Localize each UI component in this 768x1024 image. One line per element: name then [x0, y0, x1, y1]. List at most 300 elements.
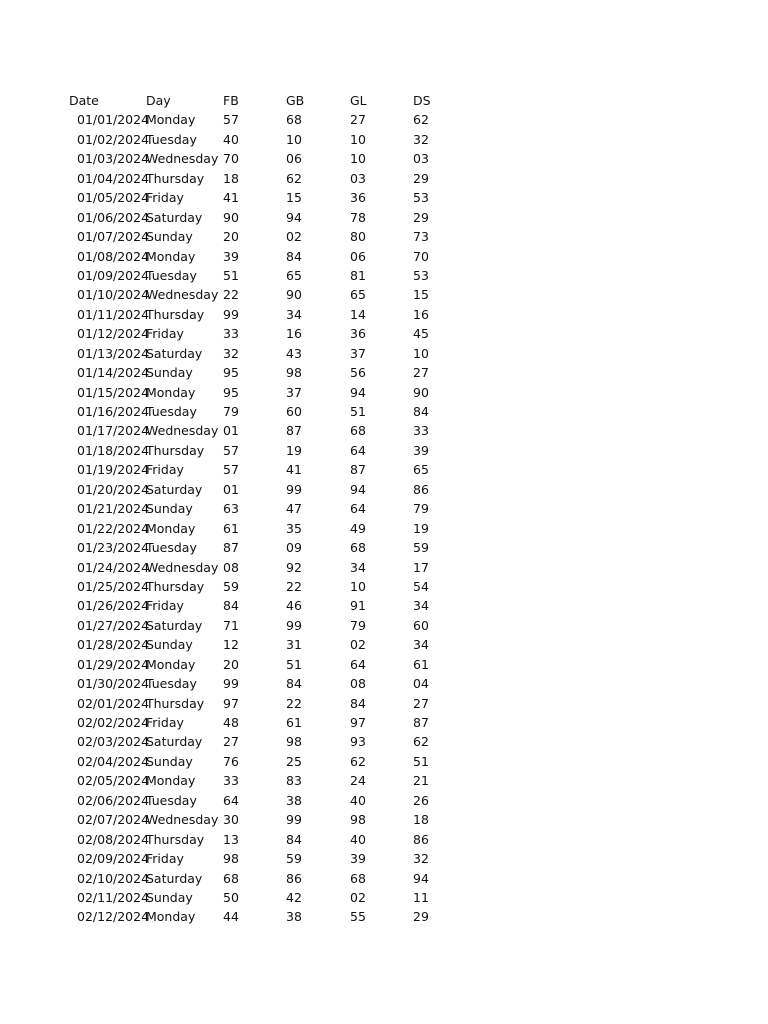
table-row — [0, 577, 768, 596]
date-cell: 02/07/2024 — [77, 812, 150, 828]
date-cell: 02/11/2024 — [77, 889, 150, 905]
ds-cell: 84 — [413, 404, 429, 419]
ds-cell: 27 — [413, 695, 429, 711]
header-gl: GL — [350, 93, 367, 108]
table-row — [0, 149, 768, 168]
table-row — [0, 305, 768, 324]
ds-cell: 27 — [413, 365, 429, 381]
gb-cell: 19 — [286, 442, 302, 458]
gl-cell: 14 — [350, 306, 366, 322]
fb-cell: 59 — [223, 578, 239, 594]
date-cell: 01/26/2024 — [77, 598, 150, 614]
gb-cell: 61 — [286, 715, 302, 730]
date-cell: 01/21/2024 — [77, 501, 150, 517]
ds-cell: 54 — [413, 578, 429, 594]
fb-cell: 76 — [223, 753, 239, 769]
fb-cell: 98 — [223, 851, 239, 867]
day-cell: Sunday — [146, 365, 193, 381]
gb-cell: 84 — [286, 831, 302, 847]
date-cell: 01/10/2024 — [77, 287, 150, 303]
fb-cell: 57 — [223, 112, 239, 128]
fb-cell: 27 — [223, 734, 239, 750]
ds-cell: 10 — [413, 345, 429, 361]
date-cell: 01/13/2024 — [77, 345, 150, 361]
table-row — [0, 324, 768, 343]
day-cell: Wednesday — [146, 812, 219, 828]
gb-cell: 43 — [286, 345, 302, 361]
table-row — [0, 344, 768, 363]
table-row — [0, 169, 768, 188]
date-cell: 01/17/2024 — [77, 423, 150, 439]
day-cell: Friday — [146, 598, 184, 614]
gb-cell: 34 — [286, 306, 302, 322]
gb-cell: 31 — [286, 637, 302, 653]
table-row — [0, 713, 768, 732]
gb-cell: 92 — [286, 559, 302, 575]
table-row — [0, 635, 768, 654]
table-row — [0, 383, 768, 402]
ds-cell: 86 — [413, 831, 429, 847]
ds-cell: 32 — [413, 851, 429, 867]
ds-cell: 11 — [413, 889, 429, 905]
gb-cell: 46 — [286, 598, 302, 614]
gb-cell: 87 — [286, 423, 302, 439]
ds-cell: 65 — [413, 462, 429, 478]
day-cell: Sunday — [146, 889, 193, 905]
ds-cell: 53 — [413, 267, 429, 283]
date-cell: 02/03/2024 — [77, 734, 150, 750]
fb-cell: 01 — [223, 481, 239, 497]
table-row — [0, 849, 768, 868]
gl-cell: 40 — [350, 792, 366, 808]
day-cell: Thursday — [146, 306, 205, 322]
gb-cell: 15 — [286, 190, 302, 206]
day-cell: Sunday — [146, 753, 193, 769]
gl-cell: 39 — [350, 851, 366, 867]
gl-cell: 87 — [350, 462, 366, 478]
table-row — [0, 771, 768, 790]
ds-cell: 29 — [413, 209, 429, 225]
ds-cell: 94 — [413, 870, 429, 886]
day-cell: Thursday — [146, 831, 205, 847]
fb-cell: 41 — [223, 190, 239, 206]
table-row — [0, 499, 768, 518]
day-cell: Friday — [146, 715, 184, 730]
gb-cell: 59 — [286, 851, 302, 867]
header-date: Date — [69, 93, 99, 108]
table-row — [0, 441, 768, 460]
gb-cell: 10 — [286, 131, 302, 147]
ds-cell: 04 — [413, 676, 429, 692]
table-row — [0, 694, 768, 713]
day-cell: Saturday — [146, 209, 203, 225]
date-cell: 01/02/2024 — [77, 131, 150, 147]
fb-cell: 51 — [223, 267, 239, 283]
ds-cell: 21 — [413, 773, 429, 789]
date-cell: 01/20/2024 — [77, 481, 150, 497]
gl-cell: 94 — [350, 384, 366, 400]
date-cell: 01/18/2024 — [77, 442, 150, 458]
gl-cell: 68 — [350, 870, 366, 886]
fb-cell: 30 — [223, 812, 239, 828]
ds-cell: 33 — [413, 423, 429, 439]
fb-cell: 39 — [223, 248, 239, 264]
gl-cell: 06 — [350, 248, 366, 264]
gl-cell: 98 — [350, 812, 366, 828]
table-row — [0, 208, 768, 227]
fb-cell: 79 — [223, 404, 239, 419]
day-cell: Friday — [146, 851, 184, 867]
gb-cell: 99 — [286, 617, 302, 633]
gl-cell: 64 — [350, 656, 366, 672]
gl-cell: 51 — [350, 404, 366, 419]
ds-cell: 39 — [413, 442, 429, 458]
date-cell: 02/10/2024 — [77, 870, 150, 886]
table-row — [0, 869, 768, 888]
gb-cell: 83 — [286, 773, 302, 789]
date-cell: 01/04/2024 — [77, 170, 150, 186]
date-cell: 01/08/2024 — [77, 248, 150, 264]
fb-cell: 84 — [223, 598, 239, 614]
gb-cell: 99 — [286, 481, 302, 497]
gb-cell: 94 — [286, 209, 302, 225]
ds-cell: 16 — [413, 306, 429, 322]
gb-cell: 51 — [286, 656, 302, 672]
day-cell: Monday — [146, 520, 196, 536]
table-row — [0, 285, 768, 304]
table-row — [0, 130, 768, 149]
table-row — [0, 674, 768, 693]
day-cell: Friday — [146, 462, 184, 478]
gb-cell: 25 — [286, 753, 302, 769]
gl-cell: 49 — [350, 520, 366, 536]
day-cell: Sunday — [146, 501, 193, 517]
fb-cell: 18 — [223, 170, 239, 186]
gl-cell: 94 — [350, 481, 366, 497]
date-cell: 01/15/2024 — [77, 384, 150, 400]
gb-cell: 16 — [286, 326, 302, 342]
header-ds: DS — [413, 93, 431, 108]
table-row — [0, 421, 768, 440]
gb-cell: 37 — [286, 384, 302, 400]
gl-cell: 37 — [350, 345, 366, 361]
ds-cell: 62 — [413, 734, 429, 750]
gl-cell: 65 — [350, 287, 366, 303]
ds-cell: 19 — [413, 520, 429, 536]
ds-cell: 18 — [413, 812, 429, 828]
date-cell: 01/22/2024 — [77, 520, 150, 536]
gb-cell: 98 — [286, 365, 302, 381]
ds-cell: 29 — [413, 909, 429, 925]
ds-cell: 59 — [413, 540, 429, 556]
table-row — [0, 460, 768, 479]
gb-cell: 65 — [286, 267, 302, 283]
table-row — [0, 480, 768, 499]
day-cell: Sunday — [146, 637, 193, 653]
day-cell: Sunday — [146, 229, 193, 245]
gb-cell: 84 — [286, 248, 302, 264]
gb-cell: 62 — [286, 170, 302, 186]
table-row — [0, 110, 768, 129]
table-row — [0, 732, 768, 751]
fb-cell: 08 — [223, 559, 239, 575]
table-row — [0, 519, 768, 538]
table-row — [0, 791, 768, 810]
gl-cell: 64 — [350, 501, 366, 517]
fb-cell: 40 — [223, 131, 239, 147]
table-row — [0, 363, 768, 382]
date-cell: 02/08/2024 — [77, 831, 150, 847]
table-row — [0, 402, 768, 421]
gl-cell: 91 — [350, 598, 366, 614]
fb-cell: 97 — [223, 695, 239, 711]
fb-cell: 32 — [223, 345, 239, 361]
gb-cell: 38 — [286, 909, 302, 925]
day-cell: Wednesday — [146, 559, 219, 575]
date-cell: 01/14/2024 — [77, 365, 150, 381]
gb-cell: 99 — [286, 812, 302, 828]
day-cell: Thursday — [146, 695, 205, 711]
date-cell: 01/23/2024 — [77, 540, 150, 556]
fb-cell: 20 — [223, 656, 239, 672]
fb-cell: 70 — [223, 151, 239, 167]
table-row — [0, 227, 768, 246]
day-cell: Tuesday — [146, 404, 197, 419]
table-row — [0, 558, 768, 577]
fb-cell: 33 — [223, 773, 239, 789]
date-cell: 01/07/2024 — [77, 229, 150, 245]
gl-cell: 40 — [350, 831, 366, 847]
table-row — [0, 188, 768, 207]
ds-cell: 17 — [413, 559, 429, 575]
date-cell: 01/28/2024 — [77, 637, 150, 653]
date-cell: 02/01/2024 — [77, 695, 150, 711]
gl-cell: 68 — [350, 423, 366, 439]
ds-cell: 70 — [413, 248, 429, 264]
gl-cell: 84 — [350, 695, 366, 711]
fb-cell: 20 — [223, 229, 239, 245]
date-cell: 01/05/2024 — [77, 190, 150, 206]
day-cell: Tuesday — [146, 676, 197, 692]
gl-cell: 78 — [350, 209, 366, 225]
ds-cell: 51 — [413, 753, 429, 769]
table-row — [0, 752, 768, 771]
ds-cell: 15 — [413, 287, 429, 303]
day-cell: Monday — [146, 248, 196, 264]
day-cell: Friday — [146, 190, 184, 206]
table-row — [0, 538, 768, 557]
ds-cell: 26 — [413, 792, 429, 808]
ds-cell: 34 — [413, 637, 429, 653]
table-row — [0, 247, 768, 266]
day-cell: Wednesday — [146, 287, 219, 303]
ds-cell: 79 — [413, 501, 429, 517]
date-cell: 01/09/2024 — [77, 267, 150, 283]
table-row — [0, 830, 768, 849]
table-row — [0, 888, 768, 907]
fb-cell: 90 — [223, 209, 239, 225]
date-cell: 01/06/2024 — [77, 209, 150, 225]
ds-cell: 53 — [413, 190, 429, 206]
ds-cell: 61 — [413, 656, 429, 672]
data-table — [0, 91, 768, 927]
fb-cell: 57 — [223, 462, 239, 478]
ds-cell: 90 — [413, 384, 429, 400]
day-cell: Monday — [146, 909, 196, 925]
table-row — [0, 810, 768, 829]
gb-cell: 22 — [286, 695, 302, 711]
day-cell: Tuesday — [146, 792, 197, 808]
table-row — [0, 655, 768, 674]
date-cell: 02/04/2024 — [77, 753, 150, 769]
day-cell: Thursday — [146, 578, 205, 594]
ds-cell: 45 — [413, 326, 429, 342]
ds-cell: 29 — [413, 170, 429, 186]
date-cell: 02/02/2024 — [77, 715, 150, 730]
gl-cell: 80 — [350, 229, 366, 245]
gb-cell: 06 — [286, 151, 302, 167]
day-cell: Saturday — [146, 345, 203, 361]
gl-cell: 03 — [350, 170, 366, 186]
gb-cell: 09 — [286, 540, 302, 556]
gl-cell: 93 — [350, 734, 366, 750]
header-fb: FB — [223, 93, 239, 108]
gl-cell: 81 — [350, 267, 366, 283]
gl-cell: 10 — [350, 151, 366, 167]
fb-cell: 99 — [223, 306, 239, 322]
fb-cell: 61 — [223, 520, 239, 536]
date-cell: 01/16/2024 — [77, 404, 150, 419]
date-cell: 01/24/2024 — [77, 559, 150, 575]
fb-cell: 95 — [223, 384, 239, 400]
date-cell: 02/12/2024 — [77, 909, 150, 925]
day-cell: Saturday — [146, 870, 203, 886]
day-cell: Saturday — [146, 481, 203, 497]
ds-cell: 32 — [413, 131, 429, 147]
gb-cell: 68 — [286, 112, 302, 128]
ds-cell: 87 — [413, 715, 429, 730]
gl-cell: 34 — [350, 559, 366, 575]
day-cell: Monday — [146, 384, 196, 400]
gb-cell: 90 — [286, 287, 302, 303]
date-cell: 01/19/2024 — [77, 462, 150, 478]
day-cell: Wednesday — [146, 423, 219, 439]
gb-cell: 35 — [286, 520, 302, 536]
fb-cell: 44 — [223, 909, 239, 925]
date-cell: 01/30/2024 — [77, 676, 150, 692]
gl-cell: 36 — [350, 190, 366, 206]
date-cell: 01/27/2024 — [77, 617, 150, 633]
fb-cell: 64 — [223, 792, 239, 808]
date-cell: 02/05/2024 — [77, 773, 150, 789]
fb-cell: 13 — [223, 831, 239, 847]
day-cell: Saturday — [146, 617, 203, 633]
gb-cell: 60 — [286, 404, 302, 419]
fb-cell: 87 — [223, 540, 239, 556]
ds-cell: 34 — [413, 598, 429, 614]
gb-cell: 84 — [286, 676, 302, 692]
fb-cell: 48 — [223, 715, 239, 730]
day-cell: Thursday — [146, 170, 205, 186]
date-cell: 01/03/2024 — [77, 151, 150, 167]
gl-cell: 10 — [350, 131, 366, 147]
table-row — [0, 616, 768, 635]
header-row — [0, 91, 768, 110]
gb-cell: 86 — [286, 870, 302, 886]
gb-cell: 22 — [286, 578, 302, 594]
fb-cell: 12 — [223, 637, 239, 653]
header-day: Day — [146, 93, 171, 108]
gb-cell: 41 — [286, 462, 302, 478]
gl-cell: 55 — [350, 909, 366, 925]
fb-cell: 71 — [223, 617, 239, 633]
table-row — [0, 907, 768, 926]
fb-cell: 68 — [223, 870, 239, 886]
day-cell: Tuesday — [146, 540, 197, 556]
fb-cell: 33 — [223, 326, 239, 342]
table-body — [0, 110, 768, 926]
table-row — [0, 266, 768, 285]
gb-cell: 98 — [286, 734, 302, 750]
gl-cell: 02 — [350, 889, 366, 905]
gl-cell: 97 — [350, 715, 366, 730]
gl-cell: 68 — [350, 540, 366, 556]
day-cell: Saturday — [146, 734, 203, 750]
gl-cell: 08 — [350, 676, 366, 692]
date-cell: 01/29/2024 — [77, 656, 150, 672]
gl-cell: 02 — [350, 637, 366, 653]
gl-cell: 79 — [350, 617, 366, 633]
day-cell: Wednesday — [146, 151, 219, 167]
day-cell: Tuesday — [146, 131, 197, 147]
gl-cell: 27 — [350, 112, 366, 128]
ds-cell: 62 — [413, 112, 429, 128]
gb-cell: 38 — [286, 792, 302, 808]
gb-cell: 47 — [286, 501, 302, 517]
ds-cell: 03 — [413, 151, 429, 167]
day-cell: Monday — [146, 656, 196, 672]
day-cell: Monday — [146, 112, 196, 128]
gl-cell: 10 — [350, 578, 366, 594]
day-cell: Tuesday — [146, 267, 197, 283]
date-cell: 02/06/2024 — [77, 792, 150, 808]
day-cell: Thursday — [146, 442, 205, 458]
gl-cell: 36 — [350, 326, 366, 342]
gl-cell: 62 — [350, 753, 366, 769]
fb-cell: 99 — [223, 676, 239, 692]
date-cell: 01/01/2024 — [77, 112, 150, 128]
gl-cell: 24 — [350, 773, 366, 789]
fb-cell: 22 — [223, 287, 239, 303]
table-row — [0, 596, 768, 615]
fb-cell: 95 — [223, 365, 239, 381]
day-cell: Friday — [146, 326, 184, 342]
gl-cell: 56 — [350, 365, 366, 381]
gb-cell: 42 — [286, 889, 302, 905]
ds-cell: 60 — [413, 617, 429, 633]
date-cell: 01/11/2024 — [77, 306, 150, 322]
date-cell: 02/09/2024 — [77, 851, 150, 867]
fb-cell: 57 — [223, 442, 239, 458]
date-cell: 01/12/2024 — [77, 326, 150, 342]
fb-cell: 50 — [223, 889, 239, 905]
fb-cell: 01 — [223, 423, 239, 439]
ds-cell: 86 — [413, 481, 429, 497]
fb-cell: 63 — [223, 501, 239, 517]
gl-cell: 64 — [350, 442, 366, 458]
day-cell: Monday — [146, 773, 196, 789]
header-gb: GB — [286, 93, 305, 108]
